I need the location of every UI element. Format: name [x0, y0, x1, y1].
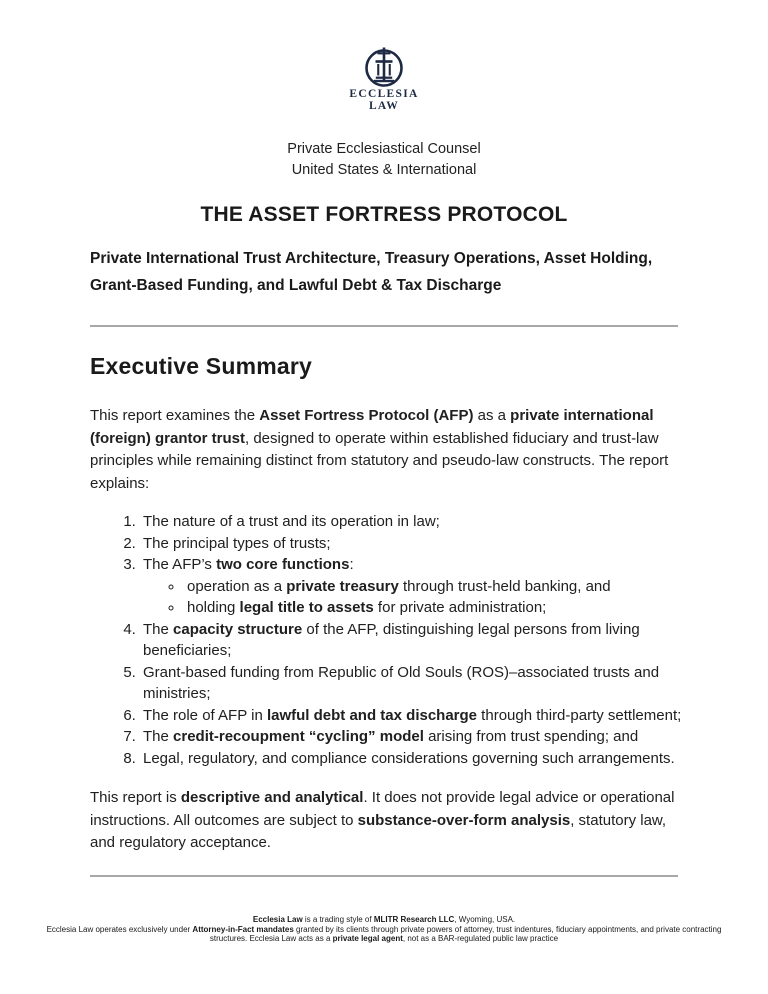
document-subtitle: Private International Trust Architecture, Treasury Operations, Asset Holding, Grant-Based Funding, and Lawful Debt & Tax Discharge [90, 250, 653, 294]
counsel-line-1: Private Ecclesiastical Counsel [287, 141, 481, 157]
section-divider-top [90, 325, 678, 327]
list-item-2: 2. The principal types of trusts; [140, 533, 688, 555]
intro-paragraph: This report examines the Asset Fortress Protocol (AFP) as a private international (foreign) grantor trust, designed to operate within established fiduciary and trust-law principles while remaining distinct from statutory and pseudo-law constructs. The report explains: [90, 407, 669, 492]
sub-item-1: ◦ operation as a private treasury through trust-held banking, and [184, 576, 688, 598]
footer-line-1: Ecclesia Law is a trading style of MLITR Research LLC, Wyoming, USA. [252, 915, 516, 924]
core-functions-sublist [143, 576, 688, 619]
executive-summary-heading: Executive Summary [90, 353, 313, 379]
document-title: THE ASSET FORTRESS PROTOCOL [200, 203, 568, 226]
summary-list [90, 511, 688, 769]
ecclesia-law-logo [0, 46, 768, 112]
legal-footer [40, 915, 728, 944]
logo-wordmark-line1: ECCLESIA [349, 88, 419, 100]
logo-wordmark-line2: LAW [368, 100, 400, 112]
list-item-7: 7. The credit-recoupment “cycling” model arising from trust spending; and [140, 726, 688, 748]
list-item-4: 4. The capacity structure of the AFP, distinguishing legal persons from living beneficiaries; [140, 619, 688, 662]
list-item-6: 6. The role of AFP in lawful debt and tax discharge through third-party settlement; [140, 705, 688, 727]
list-item-3 [140, 554, 688, 619]
list-item-1: 1. The nature of a trust and its operation in law; [140, 511, 688, 533]
counsel-line-2: United States & International [291, 162, 477, 178]
footer-line-2: Ecclesia Law operates exclusively under Attorney-in-Fact mandates granted by its clients through private powers of attorney, trust indentures, fiduciary appointments, and private contracting structures. Ecclesia Law acts as a private legal agent, not as a BAR-regulated public law practice [46, 924, 722, 944]
sword-column-emblem-icon [363, 46, 405, 88]
section-divider-bottom [90, 875, 678, 877]
brand-header [0, 0, 768, 112]
sub-item-2: ◦ holding legal title to assets for private administration; [184, 597, 688, 619]
list-item-3-text: The AFP’s two core functions: [143, 556, 354, 573]
closing-paragraph: This report is descriptive and analytical. It does not provide legal advice or operational instructions. All outcomes are subject to substance-over-form analysis, statutory law, and regulatory acceptance. [90, 789, 675, 851]
list-item-5: 5. Grant-based funding from Republic of Old Souls (ROS)–associated trusts and ministries; [140, 662, 688, 705]
list-item-8: 8. Legal, regulatory, and compliance considerations governing such arrangements. [140, 748, 688, 770]
counsel-header [0, 139, 768, 181]
